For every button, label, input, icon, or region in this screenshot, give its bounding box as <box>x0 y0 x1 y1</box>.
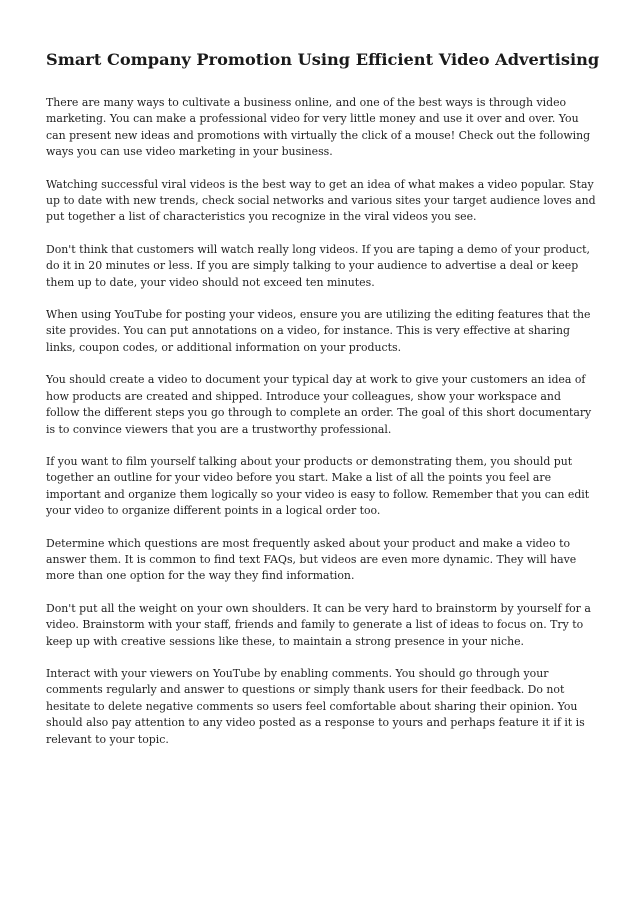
paragraph-7: Determine which questions are most frequently asked about your product and make a video to answer them. It is common to find text FAQs, but videos are even more dynamic. They will have more than one option for the way they find information. <box>46 536 577 583</box>
paragraph-4: When using YouTube for posting your videos, ensure you are utilizing the editing features that the site provides. You can put annotations on a video, for instance. This is very effective at sharing links, coupon codes, or additional information on your products. <box>46 308 591 354</box>
paragraph-3: Don't think that customers will watch really long videos. If you are taping a demo of your product, do it in 20 minutes or less. If you are simply talking to your audience to advertise a deal or keep them up to date, your video should not exceed ten minutes. <box>46 242 590 289</box>
paragraph-6: If you want to film yourself talking about your products or demonstrating them, you should put together an outline for your video before you start. Make a list of all the points you feel are important and organize them logically so your video is easy to follow. Remember that you can edit your video to organize different points in a logical order too. <box>46 454 590 518</box>
paragraph-1: There are many ways to cultivate a business online, and one of the best ways is through video marketing. You can make a professional video for very little money and use it over and over. You can present new ideas and promotions with virtually the click of a mouse! Check out the following ways you can use video marketing in your business. <box>46 96 591 159</box>
paragraph-5: You should create a video to document your typical day at work to give your customers an idea of how products are created and shipped. Introduce your colleagues, show your workspace and follow the different steps you go through to complete an order. The goal of this short documentary is to convince viewers that you are a trustworthy professional. <box>46 373 592 436</box>
paragraph-2: Watching successful viral videos is the best way to get an idea of what makes a video popular. Stay up to date with new trends, check social networks and various sites your target audience loves and put together a list of characteristics you recognize in the viral videos you see. <box>46 177 596 224</box>
paragraph-9: Interact with your viewers on YouTube by enabling comments. You should go through your comments regularly and answer to questions or simply thank users for their feedback. Do not hesitate to delete negative comments so users feel comfortable about sharing their opinion. You should also pay attention to any video posted as a response to yours and perhaps feature it if it is relevant to your topic. <box>46 666 585 746</box>
document-title: Smart Company Promotion Using Efficient Video Advertising <box>46 50 600 69</box>
paragraph-8: Don't put all the weight on your own shoulders. It can be very hard to brainstorm by yourself for a video. Brainstorm with your staff, friends and family to generate a list of ideas to focus on. Try to keep up with creative sessions like these, to maintain a strong presence in your niche. <box>46 601 591 648</box>
document-page <box>46 50 600 764</box>
